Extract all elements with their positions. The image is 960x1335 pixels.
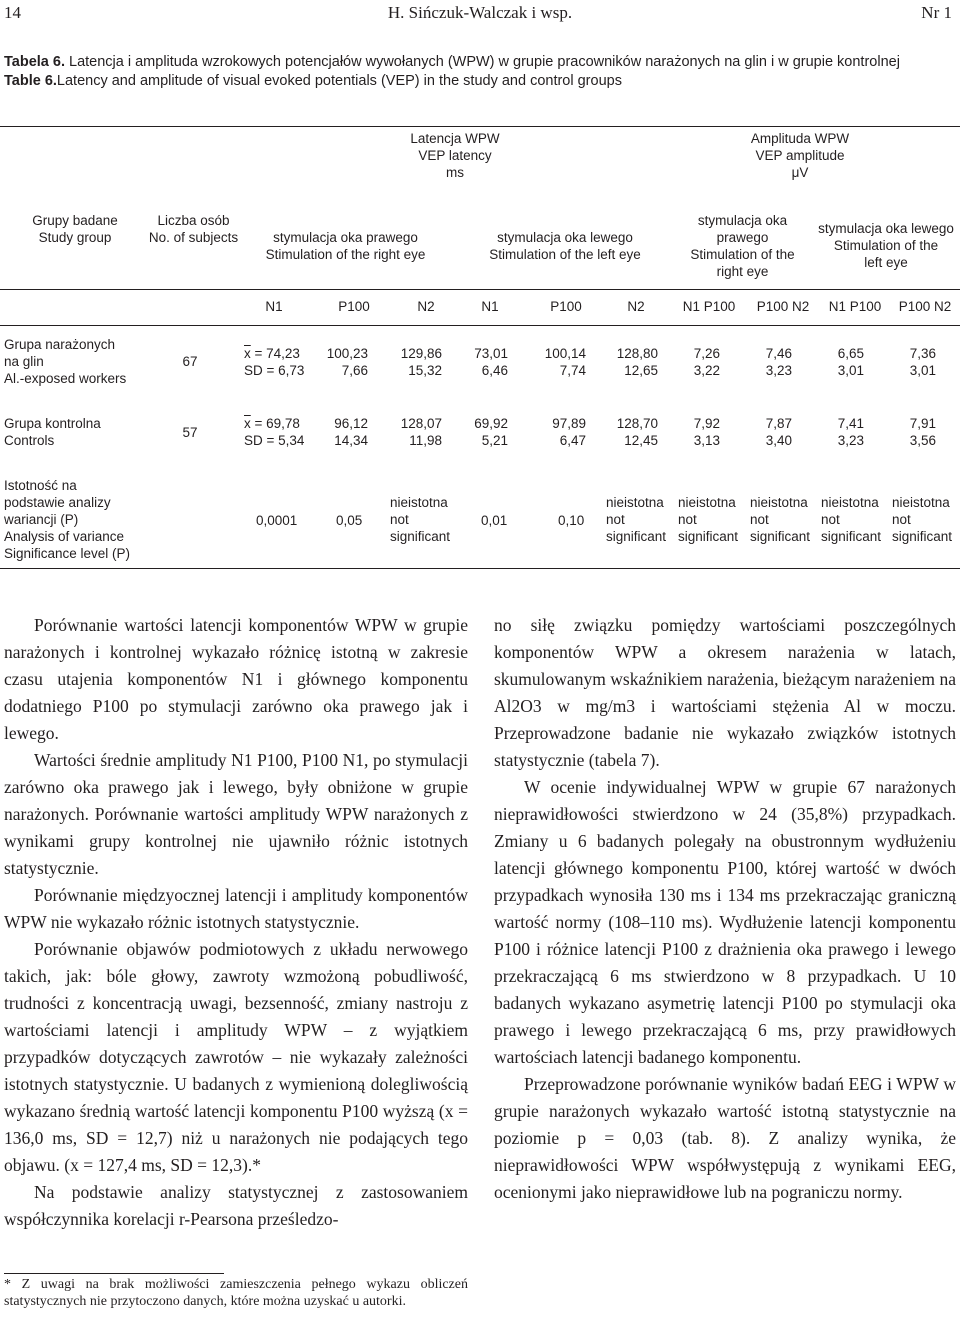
row-label-significance: Istotność na podstawie analizy wariancji (P) Analysis of variance Significance level (P)	[4, 478, 131, 561]
subheader-cell: P100	[550, 299, 582, 314]
data-cell: 129,86 15,32	[400, 346, 442, 378]
paragraph: Na podstawie analizy statystycznej z zastosowaniem współczynnika korelacji r-Pearsona prześledzo-	[4, 1182, 468, 1229]
sig-line: nieistotna	[821, 495, 879, 510]
row-n: 57	[182, 425, 198, 440]
data-cell: 100,23 7,66	[326, 346, 368, 378]
sig-line: significant	[678, 529, 739, 544]
sig-cell	[606, 494, 676, 545]
sig-cell	[821, 494, 891, 545]
subheader-cell: P100 N2	[756, 299, 810, 314]
sig-cell	[892, 494, 960, 545]
subheader-cell: N1	[481, 299, 499, 314]
vep-table	[0, 0, 960, 600]
journal-issue: Nr 1	[921, 3, 952, 22]
col-header-subjects: Liczba osób No. of subjects	[148, 213, 239, 245]
data-cell: 7,41 3,23	[837, 416, 864, 448]
sig-cell: 0,10	[558, 513, 585, 528]
sig-cell	[750, 494, 820, 545]
paragraph: W ocenie indywidualnej WPW w grupie 67 narażonych nieprawidłowości stwierdzono w 24 (35,8%) przypadkach. Zmiany u 6 badanych polegały na obustronnym wydłużeniu latencji głównego komponentu P100, której wartość w dwóch przypadkach wynosiła 130 ms i 134 ms przekraczając graniczną wartość normy (108–110 ms). Wydłużenie latencji komponentu P100 i różnice latencji P100 z drażnienia oka prawego i lewego przekraczającą 6 ms stwierdzono w 8 przypadkach. U 10 badanych wykazano asymetrię latencji P100 po stymulacji oka prawego i lewego przekraczającą 6 ms, przy prawidłowych wartościach latencji badanego komponentu.	[494, 777, 956, 1067]
data-cell: 7,36 3,01	[909, 346, 936, 378]
paragraph: Porównanie wartości latencji komponentów WPW w grupie narażonych i kontrolnej wykazało różnicę istotną w zakresie czasu utajenia komponentów N1 i głównego komponentu dodatniego P100 po stymulacji zarówno oka prawego jak i lewego.	[4, 615, 468, 743]
caption-pl-label: Tabela 6.	[4, 54, 65, 70]
table-bottom-rule	[0, 568, 960, 569]
sig-line: not	[821, 512, 840, 527]
col-header-amplitude-right: stymulacja oka prawego Stimulation of the right eye	[690, 213, 795, 279]
paragraph: Porównanie objawów podmiotowych z układu nerwowego takich, jak: bóle głowy, zawroty wzmożoną pobudliwość, trudności z koncentracją uwagi, bezsenność, zmiany nastroju z wartościami latencji i amplitudy WPW – z wyjątkiem przypadków dotyczących zawrotów – nie wykazały zależności istotnych statystycznie. U badanych z wymienioną dolegliwością wykazano średnią wartość latencji komponentu P100 wyższą (x = 136,0 ms, SD = 12,7) niż u narażonych nie podających tego objawu. (x = 127,4 ms, SD = 12,3).*	[4, 939, 468, 1175]
body-column-left	[4, 612, 468, 1233]
running-header-authors: H. Sińczuk-Walczak i wsp.	[387, 3, 573, 22]
sig-line: not	[892, 512, 911, 527]
caption-pl-text: Latencja i amplituda wzrokowych potencjałów wywołanych (WPW) w grupie pracowników narażonych na glin i w grupie kontrolnej	[69, 54, 900, 70]
footnote-rule	[4, 1273, 224, 1274]
amplitude-group-header: Amplituda WPW VEP amplitude μV	[750, 131, 850, 180]
subheader-cell: N1	[265, 299, 283, 314]
sig-line: significant	[821, 529, 882, 544]
data-cell: 128,80 12,65	[616, 346, 658, 378]
paragraph: Przeprowadzone porównanie wyników badań EEG i WPW w grupie narażonych wykazało wartość istotną statystycznie na poziomie p = 0,03 (tab. 8). Z analizy wynika, że nieprawidłowości WPW współwystępują z wynikami EEG, ocenionymi jako nieprawidłowe lub na pograniczu normy.	[494, 1074, 956, 1202]
sig-cell: 0,05	[336, 513, 363, 528]
sig-line: significant	[390, 529, 451, 544]
table-top-rule	[0, 126, 960, 127]
data-cell: 7,92 3,13	[693, 416, 720, 448]
subheader-cell: N1 P100	[828, 299, 882, 314]
page-number: 14	[4, 3, 21, 22]
sig-line: not	[678, 512, 697, 527]
data-cell: 100,14 7,74	[544, 346, 586, 378]
data-cell: 7,46 3,23	[765, 346, 792, 378]
footnote: * Z uwagi na brak możliwości zamieszczenia pełnego wykazu obliczeń statystycznych nie przytoczono danych, które można uzyskać u autorki.	[4, 1277, 468, 1309]
body-column-right	[494, 612, 956, 1206]
caption-en-text: Latency and amplitude of visual evoked potentials (VEP) in the study and control groups	[56, 73, 622, 89]
caption-en-label: Table 6.	[4, 73, 57, 89]
sig-line: not	[750, 512, 769, 527]
sig-line: nieistotna	[892, 495, 950, 510]
sig-line: significant	[750, 529, 811, 544]
sig-line: not	[606, 512, 625, 527]
row-label-exposed: Grupa narażonych na glin Al.-exposed workers	[4, 337, 127, 386]
data-cell: 73,01 6,46	[474, 346, 508, 378]
paragraph: Wartości średnie amplitudy N1 P100, P100 N1, po stymulacji zarówno oka prawego jak i lewego, były obniżone w grupie narażonych. Porównanie wartości amplitudy WPW narażonych z wynikami grupy kontrolnej nie ujawniło różnic istotnych statystycznie.	[4, 750, 468, 878]
row-label-controls: Grupa kontrolna Controls	[4, 416, 101, 448]
sig-line: significant	[892, 529, 953, 544]
col-header-group: Grupy badane Study group	[32, 213, 118, 245]
sig-line: nieistotna	[750, 495, 808, 510]
data-cell: 128,70 12,45	[616, 416, 658, 448]
sig-cell: 0,01	[481, 513, 508, 528]
header-rule-1	[0, 289, 960, 290]
col-header-latency-right: stymulacja oka prawego Stimulation of the right eye	[265, 230, 426, 262]
sig-line: significant	[606, 529, 667, 544]
subheader-cell: N1 P100	[682, 299, 736, 314]
latency-group-header: Latencja WPW VEP latency ms	[410, 131, 500, 180]
sig-line: nieistotna	[390, 495, 448, 510]
data-cell: 96,12 14,34	[334, 416, 368, 448]
data-cell: 6,65 3,01	[837, 346, 864, 378]
paragraph: Porównanie międzyocznej latencji i amplitudy komponentów WPW nie wykazało różnic istotnych statystycznie.	[4, 885, 468, 932]
row-age-stats: $\overline{x} = 69,78$ SD = 5,34	[244, 416, 305, 448]
data-cell: 7,91 3,56	[909, 416, 936, 448]
data-cell: 7,26 3,22	[693, 346, 720, 378]
paragraph: no siłę związku pomiędzy wartościami poszczególnych komponentów WPW a okresem narażenia w latach, skumulowanym wskaźnikiem narażenia, bieżącym narażeniem na Al2O3 w mg/m3 i wartościami stężenia Al w moczu. Przeprowadzone badanie nie wykazało związków istotnych statystycznie (tabela 7).	[494, 615, 956, 770]
sig-line: not	[390, 512, 409, 527]
row-age-stats: $\overline{x} = 74,23$ SD = 6,73	[244, 346, 305, 378]
data-cell: 7,87 3,40	[765, 416, 792, 448]
subheader-cell: N2	[627, 299, 645, 314]
subheader-cell: N2	[417, 299, 435, 314]
header-rule-2	[0, 325, 960, 326]
col-header-latency-left: stymulacja oka lewego Stimulation of the left eye	[489, 230, 641, 262]
sig-cell	[390, 494, 470, 545]
sig-line: nieistotna	[606, 495, 664, 510]
data-cell: 128,07 11,98	[400, 416, 442, 448]
data-cell: 69,92 5,21	[474, 416, 508, 448]
data-cell: 97,89 6,47	[552, 416, 586, 448]
row-n: 67	[182, 354, 198, 369]
sig-line: nieistotna	[678, 495, 736, 510]
sig-cell	[678, 494, 748, 545]
sig-cell: 0,0001	[256, 513, 298, 528]
subheader-cell: P100 N2	[898, 299, 952, 314]
col-header-amplitude-left: stymulacja oka lewego Stimulation of the left eye	[818, 221, 954, 270]
subheader-cell: P100	[338, 299, 370, 314]
